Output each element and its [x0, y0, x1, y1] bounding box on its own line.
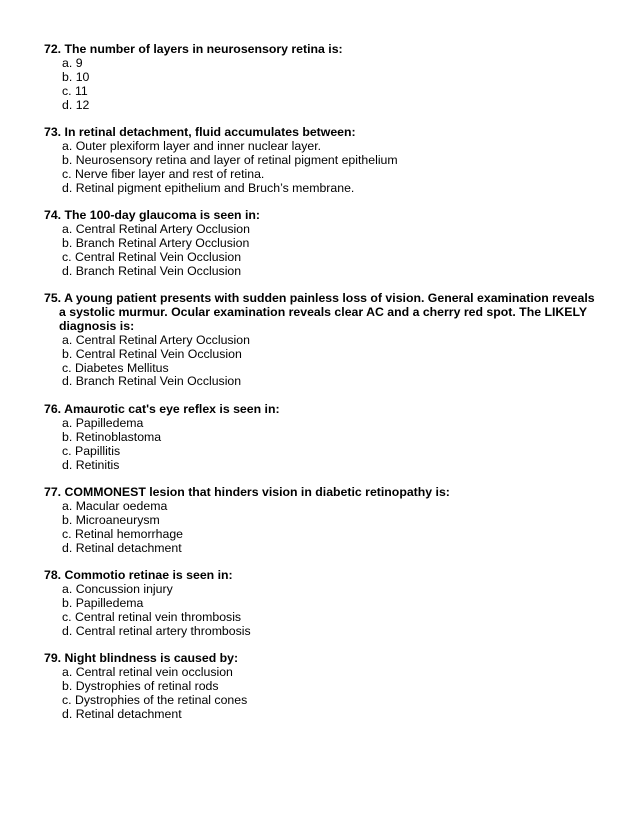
option-letter: d.: [62, 540, 73, 555]
question-number: 73.: [44, 125, 62, 139]
option-d: [44, 459, 604, 473]
question-78: [44, 569, 604, 639]
option-c: [44, 362, 604, 376]
question-number: 77.: [44, 485, 62, 499]
option-letter: d.: [62, 180, 73, 195]
question-text: In retinal detachment, fluid accumulates between:: [64, 125, 356, 139]
question-title: [44, 403, 604, 417]
option-text: 10: [75, 69, 90, 84]
option-a: [44, 500, 604, 514]
option-text: Branch Retinal Vein Occlusion: [75, 374, 242, 389]
option-a: [44, 223, 604, 237]
option-a: [44, 666, 604, 680]
option-letter: b.: [62, 346, 73, 361]
question-text: Night blindness is caused by:: [64, 651, 239, 665]
option-c: [44, 694, 604, 708]
option-letter: a.: [62, 138, 73, 153]
option-letter: a.: [62, 332, 73, 347]
question-77: [44, 486, 604, 556]
option-letter: d.: [62, 457, 73, 472]
option-text: Central Retinal Artery Occlusion: [75, 332, 250, 347]
option-text: Retinal hemorrhage: [75, 526, 184, 541]
option-list: [44, 57, 604, 113]
option-letter: c.: [62, 443, 72, 458]
option-letter: c.: [62, 692, 72, 707]
option-a: [44, 140, 604, 154]
option-b: [44, 597, 604, 611]
option-letter: a.: [62, 664, 73, 679]
option-list: [44, 223, 604, 279]
option-a: [44, 417, 604, 431]
option-text: Central Retinal Vein Occlusion: [75, 249, 242, 264]
option-text: Papilledema: [75, 415, 144, 430]
option-text: Retinal pigment epithelium and Bruch’s membrane.: [75, 180, 355, 195]
option-d: [44, 99, 604, 113]
option-text: Retinoblastoma: [75, 429, 162, 444]
option-text: Papilledema: [75, 595, 144, 610]
option-c: [44, 611, 604, 625]
option-c: [44, 168, 604, 182]
option-text: Retinal detachment: [75, 540, 182, 555]
option-b: [44, 680, 604, 694]
option-text: Central retinal vein occlusion: [75, 664, 233, 679]
option-letter: b.: [62, 235, 73, 250]
option-d: [44, 708, 604, 722]
option-letter: a.: [62, 581, 73, 596]
question-text: Amaurotic cat's eye reflex is seen in:: [64, 402, 280, 416]
option-b: [44, 514, 604, 528]
option-c: [44, 528, 604, 542]
option-text: Papillitis: [75, 443, 121, 458]
option-letter: b.: [62, 152, 73, 167]
question-text: The 100-day glaucoma is seen in:: [64, 208, 260, 222]
option-text: Central Retinal Artery Occlusion: [75, 221, 250, 236]
option-text: Branch Retinal Artery Occlusion: [75, 235, 250, 250]
option-a: [44, 334, 604, 348]
option-b: [44, 348, 604, 362]
question-text: Commotio retinae is seen in:: [64, 568, 233, 582]
question-number: 72.: [44, 42, 62, 56]
question-title: [44, 292, 604, 334]
option-letter: b.: [62, 678, 73, 693]
option-b: [44, 431, 604, 445]
question-title: [44, 126, 604, 140]
question-73: [44, 126, 604, 196]
option-list: [44, 666, 604, 722]
option-letter: a.: [62, 498, 73, 513]
question-number: 75.: [44, 291, 62, 305]
option-text: Microaneurysm: [75, 512, 160, 527]
option-text: Branch Retinal Vein Occlusion: [75, 263, 242, 278]
question-title: [44, 43, 604, 57]
option-d: [44, 182, 604, 196]
option-letter: b.: [62, 429, 73, 444]
option-letter: a.: [62, 415, 73, 430]
question-74: [44, 209, 604, 279]
option-text: Nerve fiber layer and rest of retina.: [75, 166, 265, 181]
option-letter: c.: [62, 360, 72, 375]
option-text: 12: [75, 97, 90, 112]
option-c: [44, 445, 604, 459]
option-c: [44, 251, 604, 265]
option-text: Macular oedema: [75, 498, 168, 513]
option-d: [44, 625, 604, 639]
option-letter: a.: [62, 221, 73, 236]
option-b: [44, 71, 604, 85]
option-c: [44, 85, 604, 99]
question-title: [44, 569, 604, 583]
question-75: [44, 292, 604, 389]
option-letter: c.: [62, 609, 72, 624]
option-text: Dystrophies of the retinal cones: [75, 692, 248, 707]
question-text: A young patient presents with sudden painless loss of vision. General examination reveals a systolic murmur. Ocular examination reveals clear AC and a cherry red spot. The LIKELY diagnosis is:: [59, 291, 595, 333]
question-72: [44, 43, 604, 113]
question-76: [44, 403, 604, 473]
option-letter: c.: [62, 526, 72, 541]
option-letter: b.: [62, 512, 73, 527]
option-letter: b.: [62, 69, 73, 84]
option-letter: a.: [62, 55, 73, 70]
option-d: [44, 542, 604, 556]
option-a: [44, 57, 604, 71]
option-text: Retinal detachment: [75, 706, 182, 721]
question-text: COMMONEST lesion that hinders vision in diabetic retinopathy is:: [64, 485, 450, 499]
question-title: [44, 209, 604, 223]
option-text: Diabetes Mellitus: [75, 360, 169, 375]
option-letter: d.: [62, 706, 73, 721]
question-title: [44, 652, 604, 666]
option-text: Dystrophies of retinal rods: [75, 678, 219, 693]
question-79: [44, 652, 604, 722]
option-text: 9: [75, 55, 83, 70]
option-text: Central Retinal Vein Occlusion: [75, 346, 242, 361]
option-list: [44, 500, 604, 556]
option-text: Central retinal vein thrombosis: [75, 609, 242, 624]
question-title: [44, 486, 604, 500]
option-letter: c.: [62, 83, 72, 98]
option-letter: d.: [62, 623, 73, 638]
option-text: Outer plexiform layer and inner nuclear layer.: [75, 138, 322, 153]
question-text: The number of layers in neurosensory retina is:: [64, 42, 343, 56]
option-list: [44, 334, 604, 390]
option-letter: c.: [62, 249, 72, 264]
option-list: [44, 417, 604, 473]
option-letter: b.: [62, 595, 73, 610]
option-list: [44, 140, 604, 196]
option-text: Retinitis: [75, 457, 120, 472]
option-letter: d.: [62, 374, 73, 389]
option-b: [44, 237, 604, 251]
option-b: [44, 154, 604, 168]
question-number: 74.: [44, 208, 62, 222]
option-text: 11: [75, 83, 88, 98]
option-a: [44, 583, 604, 597]
option-d: [44, 375, 604, 389]
option-letter: d.: [62, 263, 73, 278]
option-text: Central retinal artery thrombosis: [75, 623, 251, 638]
option-list: [44, 583, 604, 639]
option-letter: c.: [62, 166, 72, 181]
question-number: 79.: [44, 651, 62, 665]
question-number: 78.: [44, 568, 62, 582]
option-letter: d.: [62, 97, 73, 112]
question-number: 76.: [44, 402, 62, 416]
option-text: Concussion injury: [75, 581, 173, 596]
option-d: [44, 265, 604, 279]
option-text: Neurosensory retina and layer of retinal pigment epithelium: [75, 152, 398, 167]
